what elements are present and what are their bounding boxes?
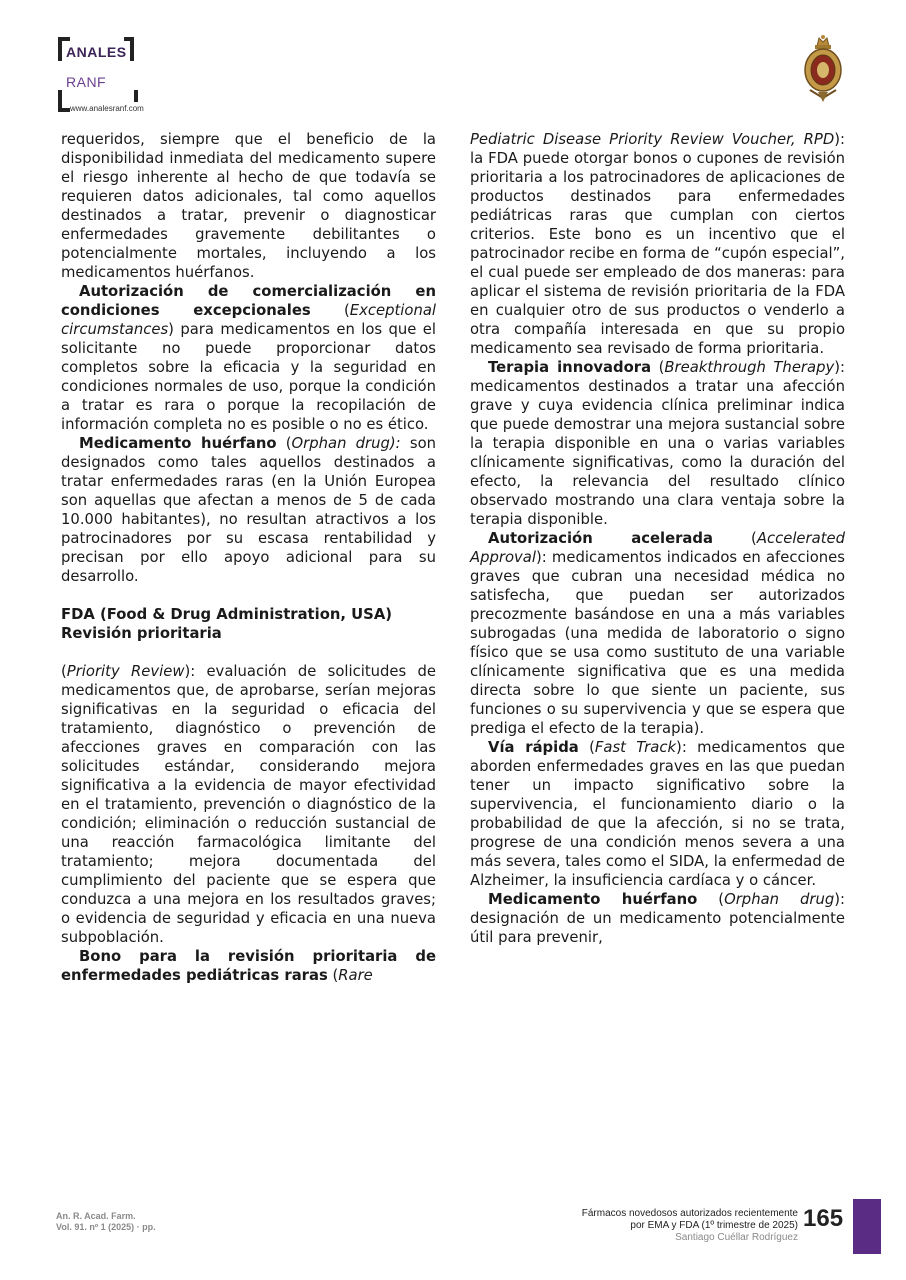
article-reference bbox=[582, 1208, 798, 1244]
term-bold: Autorización de comercialización en condiciones excepcionales bbox=[61, 283, 436, 319]
term-bold: Bono para la revisión prioritaria de enfermedades pediátricas raras bbox=[61, 948, 436, 984]
paragraph-text: requeridos, siempre que el beneficio de la disponibilidad inmediata del medicamento supere el riesgo inherente al hecho de que todavía se requieren datos adicionales, tal como aquellos destinados a tratar, prevenir o diagnosticar enfermedades gravemente debilitantes o potencialmente mortales, incluyendo a los medicamentos huérfanos. bbox=[61, 131, 436, 281]
logo-url: www.analesranf.com bbox=[70, 104, 144, 113]
article-title-line2: por EMA y FDA (1º trimestre de 2025) bbox=[630, 1220, 798, 1231]
paragraph-text: ): medicamentos destinados a tratar una afección grave y cuya evidencia clínica preliminar indica que puede demostrar una mejora sustancial sobre la terapia disponible en una o varias variables clínicamente significativas, como la duración del efecto, la relevancia del resultado clínico observado mostrando una clara ventaja sobre la terapia disponible. bbox=[470, 359, 845, 528]
term-bold: Medicamento huérfano bbox=[79, 435, 277, 452]
term-italic: Rare bbox=[338, 967, 373, 984]
paragraph-text: ): medicamentos indicados en afecciones graves que cubran una necesidad médica no satisfecha, que puedan ser autorizados precozmente basándose en una a más variables subrogadas (una medida de laboratorio o signo físico que se usa como sustituto de una variable clínicamente significativa que es una medida directa sobre lo que siente un paciente, sus funciones o su supervivencia y que se espera que prediga el efecto de la terapia). bbox=[470, 549, 845, 737]
term-italic: Fast Track bbox=[594, 739, 677, 756]
article-title-line1: Fármacos novedosos autorizados recientemente bbox=[581, 1208, 798, 1219]
paragraph-text: ( bbox=[578, 739, 595, 756]
journal-name: An. R. Acad. Farm. bbox=[56, 1211, 136, 1221]
left-column bbox=[61, 130, 436, 985]
paragraph-text: ( bbox=[310, 302, 350, 319]
paragraph bbox=[61, 434, 436, 586]
term-italic: Accelerated Approval bbox=[470, 530, 845, 566]
paragraph bbox=[470, 890, 845, 947]
paragraph-text: ): designación de un medicamento potencialmente útil para prevenir, bbox=[470, 891, 845, 946]
paragraph-text: ( bbox=[651, 359, 665, 376]
logo-bracket bbox=[128, 90, 138, 102]
paragraph bbox=[61, 130, 436, 282]
paragraph-text: ( bbox=[61, 663, 67, 680]
term-italic: Exceptional circumstances bbox=[61, 302, 436, 338]
paragraph-text: ) para medicamentos en los que el solicitante no puede proporcionar datos completos sobre la eficacia y la seguridad en condiciones normales de uso, porque la condición a tratar es rara o porque la recopilación de información completa no es posible o no es ético. bbox=[61, 321, 436, 433]
term-bold: Vía rápida bbox=[488, 739, 579, 756]
right-column bbox=[470, 130, 845, 947]
paragraph-text: ( bbox=[276, 435, 292, 452]
paragraph bbox=[61, 947, 436, 985]
term-italic: Pediatric Disease Priority Review Voucher, RPD bbox=[470, 131, 835, 148]
paragraph bbox=[470, 358, 845, 529]
paragraph-text: ): medicamentos que aborden enfermedades graves en las que puedan tener un impacto significativo sobre la supervivencia, el funcionamiento diario o la probabilidad de que la afección, si no se trata, progrese de una condición menos severa a una más severa, tales como el SIDA, la enfermedad de Alzheimer, la insuficiencia cardíaca y o cáncer. bbox=[470, 739, 845, 889]
paragraph-text: son designados como tales aquellos destinados a tratar enfermedades raras (en la Unión Europea son aquellas que afectan a menos de 5 de cada 10.000 habitantes), no resultan atractivos a los patrocinadores por su escasa rentabilidad y precisan por ello apoyo adicional para su desarrollo. bbox=[61, 435, 436, 585]
paragraph-text: ( bbox=[713, 530, 757, 547]
journal-citation bbox=[56, 1211, 156, 1233]
paragraph-text: ): evaluación de solicitudes de medicamentos que, de aprobarse, serían mejoras significativas en la seguridad o eficacia del tratamiento, diagnóstico o prevención de afecciones graves en comparación con las solicitudes estándar, considerando mejora significativa a la evidencia de mayor efectividad en el tratamiento, prevención o diagnóstico de la condición; eliminación o reducción sustancial de una reacción farmacológica limitante del tratamiento; mejora documentada del cumplimiento del paciente que se espera que conduzca a una mejora en los resultados graves; o evidencia de seguridad y eficacia en una nueva subpoblación. bbox=[61, 663, 437, 946]
subsection-heading: Revisión prioritaria bbox=[61, 625, 222, 642]
paragraph-text: ): la FDA puede otorgar bonos o cupones de revisión prioritaria a los patrocinadores de aplicaciones de productos destinados para enfermedades pediátricas raras que cumplan con ciertos criterios. Este bono es un incentivo que el patrocinador recibe en forma de “cupón especial”, el cual puede ser empleado de dos maneras: para aplicar el sistema de revisión prioritaria de la FDA en cualquier otro de sus productos o venderlo a otra compañía interesada en que su propio medicamento sea revisado de forma prioritaria. bbox=[470, 131, 845, 357]
term-bold: Medicamento huérfano bbox=[488, 891, 698, 908]
paragraph-text: ( bbox=[327, 967, 339, 984]
term-italic: Priority Review bbox=[66, 663, 185, 680]
logo-bracket bbox=[58, 90, 70, 112]
term-bold: Terapia innovadora bbox=[488, 359, 652, 376]
page-accent-bar bbox=[853, 1199, 881, 1254]
paragraph-text: ( bbox=[697, 891, 725, 908]
paragraph bbox=[470, 529, 845, 738]
logo-anales-text: ANALES bbox=[66, 44, 127, 60]
term-italic: Orphan drug bbox=[724, 891, 835, 908]
journal-logo bbox=[56, 34, 196, 118]
term-italic: Breakthrough Therapy bbox=[664, 359, 835, 376]
article-author: Santiago Cuéllar Rodríguez bbox=[675, 1232, 798, 1243]
academy-seal-icon bbox=[800, 32, 846, 104]
page-number: 165 bbox=[803, 1205, 844, 1232]
term-italic: Orphan drug): bbox=[291, 435, 401, 452]
paragraph bbox=[470, 738, 845, 890]
logo-ranf-text: RANF bbox=[66, 74, 107, 90]
paragraph bbox=[61, 282, 436, 434]
paragraph bbox=[470, 130, 845, 358]
journal-volume: Vol. 91. nº 1 (2025) · pp. bbox=[56, 1222, 156, 1232]
paragraph bbox=[61, 662, 436, 947]
section-heading: FDA (Food & Drug Administration, USA) bbox=[61, 606, 393, 623]
term-bold: Autorización acelerada bbox=[488, 530, 713, 547]
